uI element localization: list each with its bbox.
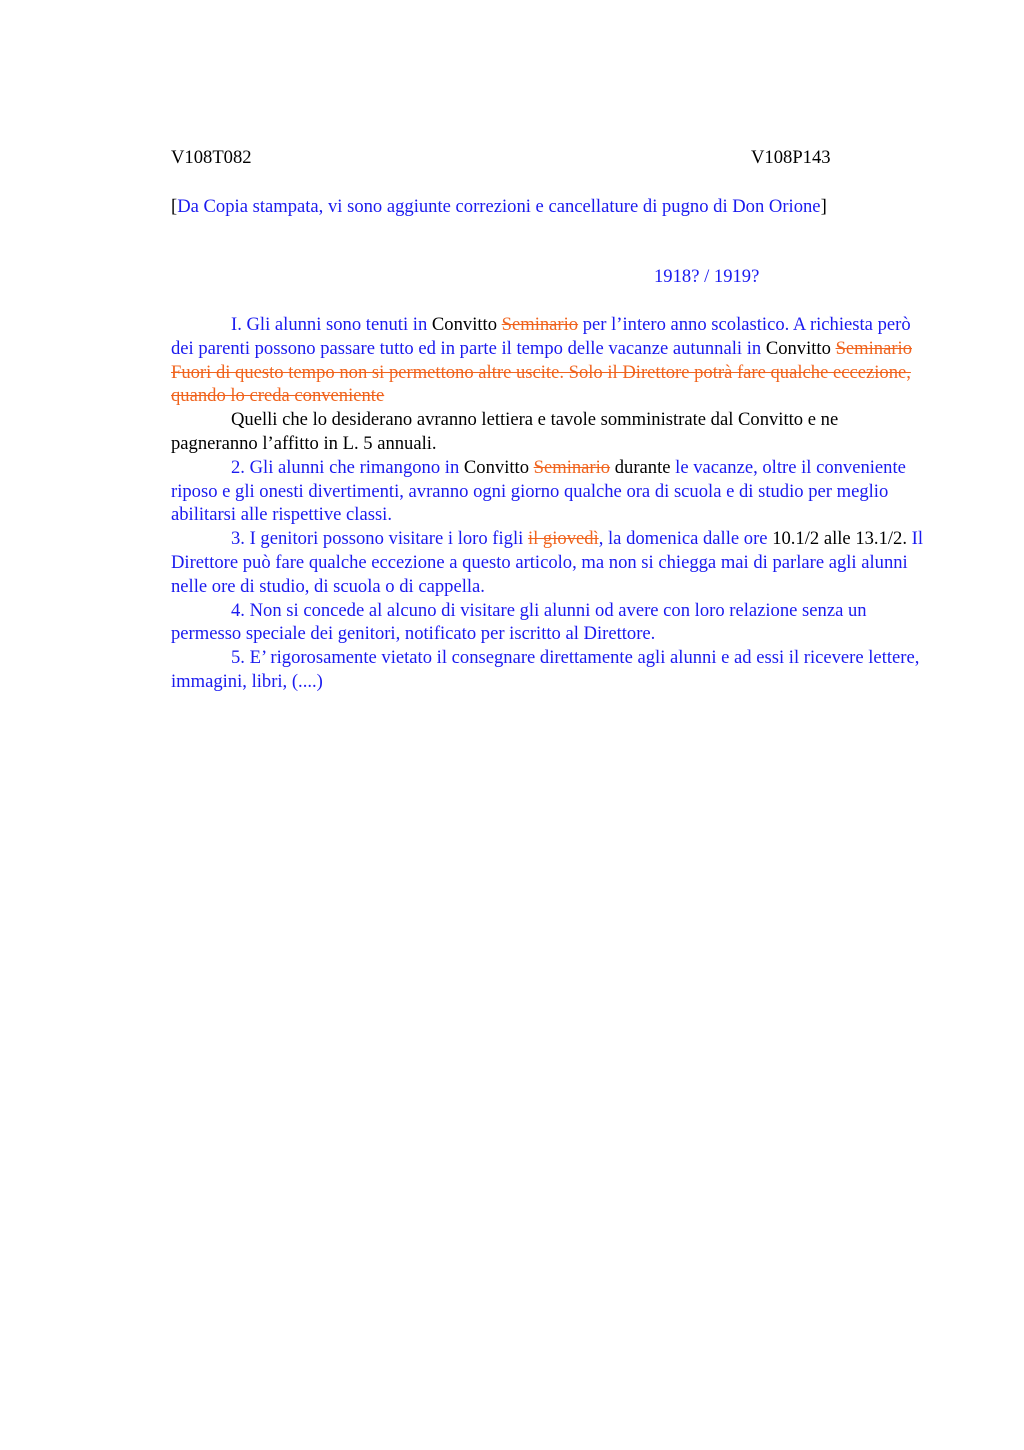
article-1-text: I. Gli alunni sono tenuti in [231, 314, 432, 335]
source-note-text: Da Copia stampata, vi sono aggiunte correzioni e cancellature di pugno di Don Orione [177, 196, 821, 217]
article-1-deleted-sentence: Fuori di questo tempo non si permettono altre uscite. Solo il Direttore potrà fare qualche eccezione, quando lo creda conveniente [171, 361, 911, 407]
article-1-deleted-word-2: Seminario [835, 337, 912, 359]
article-2-original-word: Convitto [463, 456, 529, 478]
article-2-text-continued: le vacanze, oltre il conveniente riposo e gli onesti divertimenti, avranno ogni giorno qualche ora di scuola e di studio per meglio abilitarsi alle rispettive classi. [171, 456, 906, 526]
article-2 [171, 456, 924, 527]
article-2-original-text: durante [610, 456, 671, 478]
source-note-open-bracket: [ [171, 196, 178, 217]
article-2-deleted-word: Seminario [533, 456, 611, 478]
article-3-deleted-word: il giovedì [527, 528, 599, 550]
article-3-text-continued: , la domenica dalle ore [598, 528, 773, 550]
document-date: 1918? / 1919? [654, 266, 760, 287]
source-note-close-bracket: ] [820, 196, 827, 217]
document-body [171, 313, 924, 694]
article-3-text-final: Il Direttore può fare qualche eccezione a questo articolo, ma non si chiegga mai di parlare agli alunni nelle ore di studio, di scuola o di cappella. [171, 528, 923, 597]
article-1-deleted-word: Seminario [501, 314, 579, 335]
article-4: 4. Non si concede al alcuno di visitare gli alunni od avere con loro relazione senza un permesso speciale dei genitori, notificato per iscritto al Direttore. [171, 599, 867, 645]
article-3-original-hours: 10.1/2 alle 13.1/2. [772, 528, 907, 550]
document-code-right: V108P143 [751, 147, 831, 168]
article-1-note: Quelli che lo desiderano avranno lettiera e tavole somministrate dal Convitto e ne pagneranno l’affitto in L. 5 annuali. [171, 409, 839, 454]
article-1-original-word-2: Convitto [765, 337, 831, 359]
article-1 [171, 313, 924, 361]
article-3-text: 3. I genitori possono visitare i loro figli [231, 528, 528, 550]
article-2-text: 2. Gli alunni che rimangono in [231, 456, 464, 478]
article-1-text-continued: per l’intero anno scolastico. A richiesta però dei parenti possono passare tutto ed in parte il tempo delle vacanze autunnali in [171, 314, 911, 359]
article-5: 5. E’ rigorosamente vietato il consegnare direttamente agli alunni e ad essi il ricevere lettere, immagini, libri, (....) [171, 647, 920, 692]
article-1-original-word: Convitto [431, 314, 497, 335]
document-code-left: V108T082 [171, 147, 252, 168]
article-3 [171, 527, 924, 598]
source-note [171, 196, 827, 218]
